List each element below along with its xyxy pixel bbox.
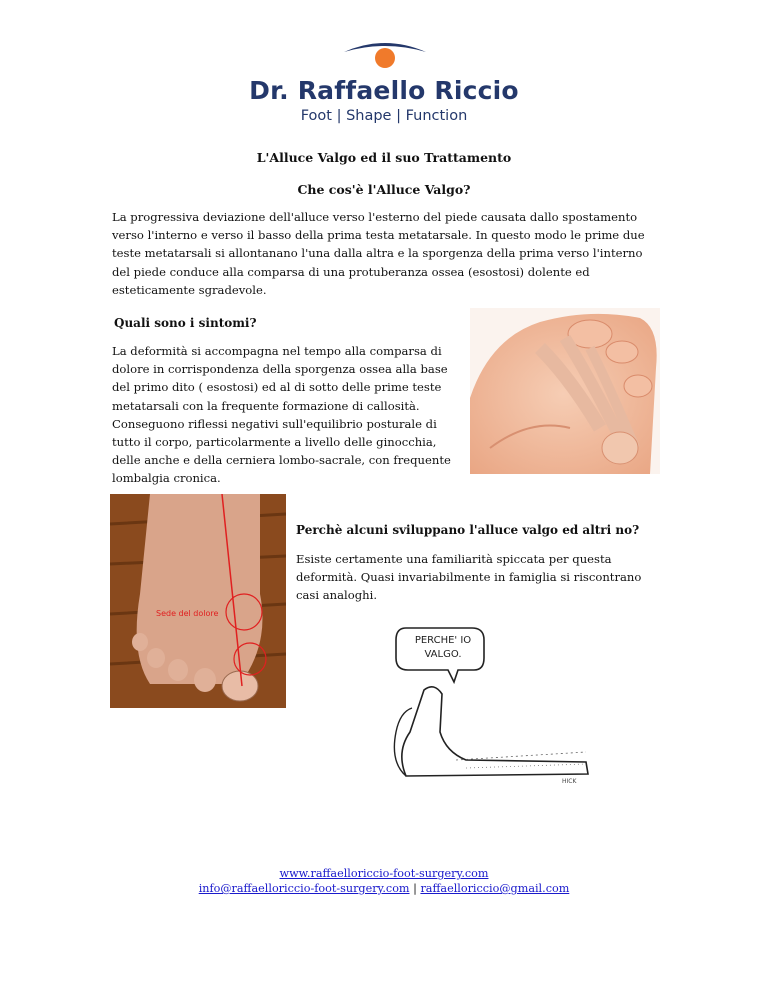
logo-arc-icon: [340, 38, 430, 72]
cartoon-speech: PERCHE' IO VALGO.: [414, 635, 472, 660]
foot-photo: [110, 494, 286, 708]
cartoon-image: [366, 612, 598, 790]
footer: [0, 866, 768, 896]
logo-tagline: Foot | Shape | Function: [300, 108, 468, 124]
section3-heading: Perchè alcuni sviluppano l'alluce valgo ed altri no?: [296, 523, 640, 537]
photo-label: Sede del dolore: [156, 609, 219, 618]
section1-body: La progressiva deviazione dell'alluce verso l'esterno del piede causata dallo spostamento verso l'interno e verso il basso della prima testa metatarsale. In questo modo le prime due teste metatarsali si allontanano l'una dalla altra e la sporgenza della prima verso l'interno del piede conduce alla comparsa di una protuberanza ossea (esostosi) dolente ed esteticamente sgradevole.: [112, 210, 645, 297]
cartoon-signature: HICK: [562, 778, 577, 785]
section2-body: La deformità si accompagna nel tempo alla comparsa di dolore in corrispondenza della sporgenza ossea alla base del primo dito ( esostosi) ed al di sotto delle prime teste metatarsali con la frequente formazione di callosità. Conseguono riflessi negativi sull'equilibrio posturale di tutto il corpo, particolarmente a livello delle ginocchia, delle anche e della cerniera lombo-sacrale, con frequente lombalgia cronica.: [112, 344, 451, 486]
email-link-gmail[interactable]: raffaelloriccio@gmail.com: [420, 882, 570, 895]
website-link[interactable]: www.raffaelloriccio-foot-surgery.com: [279, 867, 489, 880]
document-title: L'Alluce Valgo ed il suo Trattamento: [256, 150, 512, 165]
email-link-info[interactable]: info@raffaelloriccio-foot-surgery.com: [198, 882, 410, 895]
section3-body: Esiste certamente una familiarità spiccata per questa deformità. Quasi invariabilmente in famiglia si riscontrano casi analoghi.: [296, 552, 642, 603]
foot-illustration: [470, 308, 660, 474]
logo-name: Dr. Raffaello Riccio: [249, 76, 519, 105]
footer-separator: |: [409, 882, 421, 895]
section1-heading: Che cos'è l'Alluce Valgo?: [297, 182, 471, 197]
logo: [0, 38, 768, 128]
section2-heading: Quali sono i sintomi?: [114, 316, 257, 330]
